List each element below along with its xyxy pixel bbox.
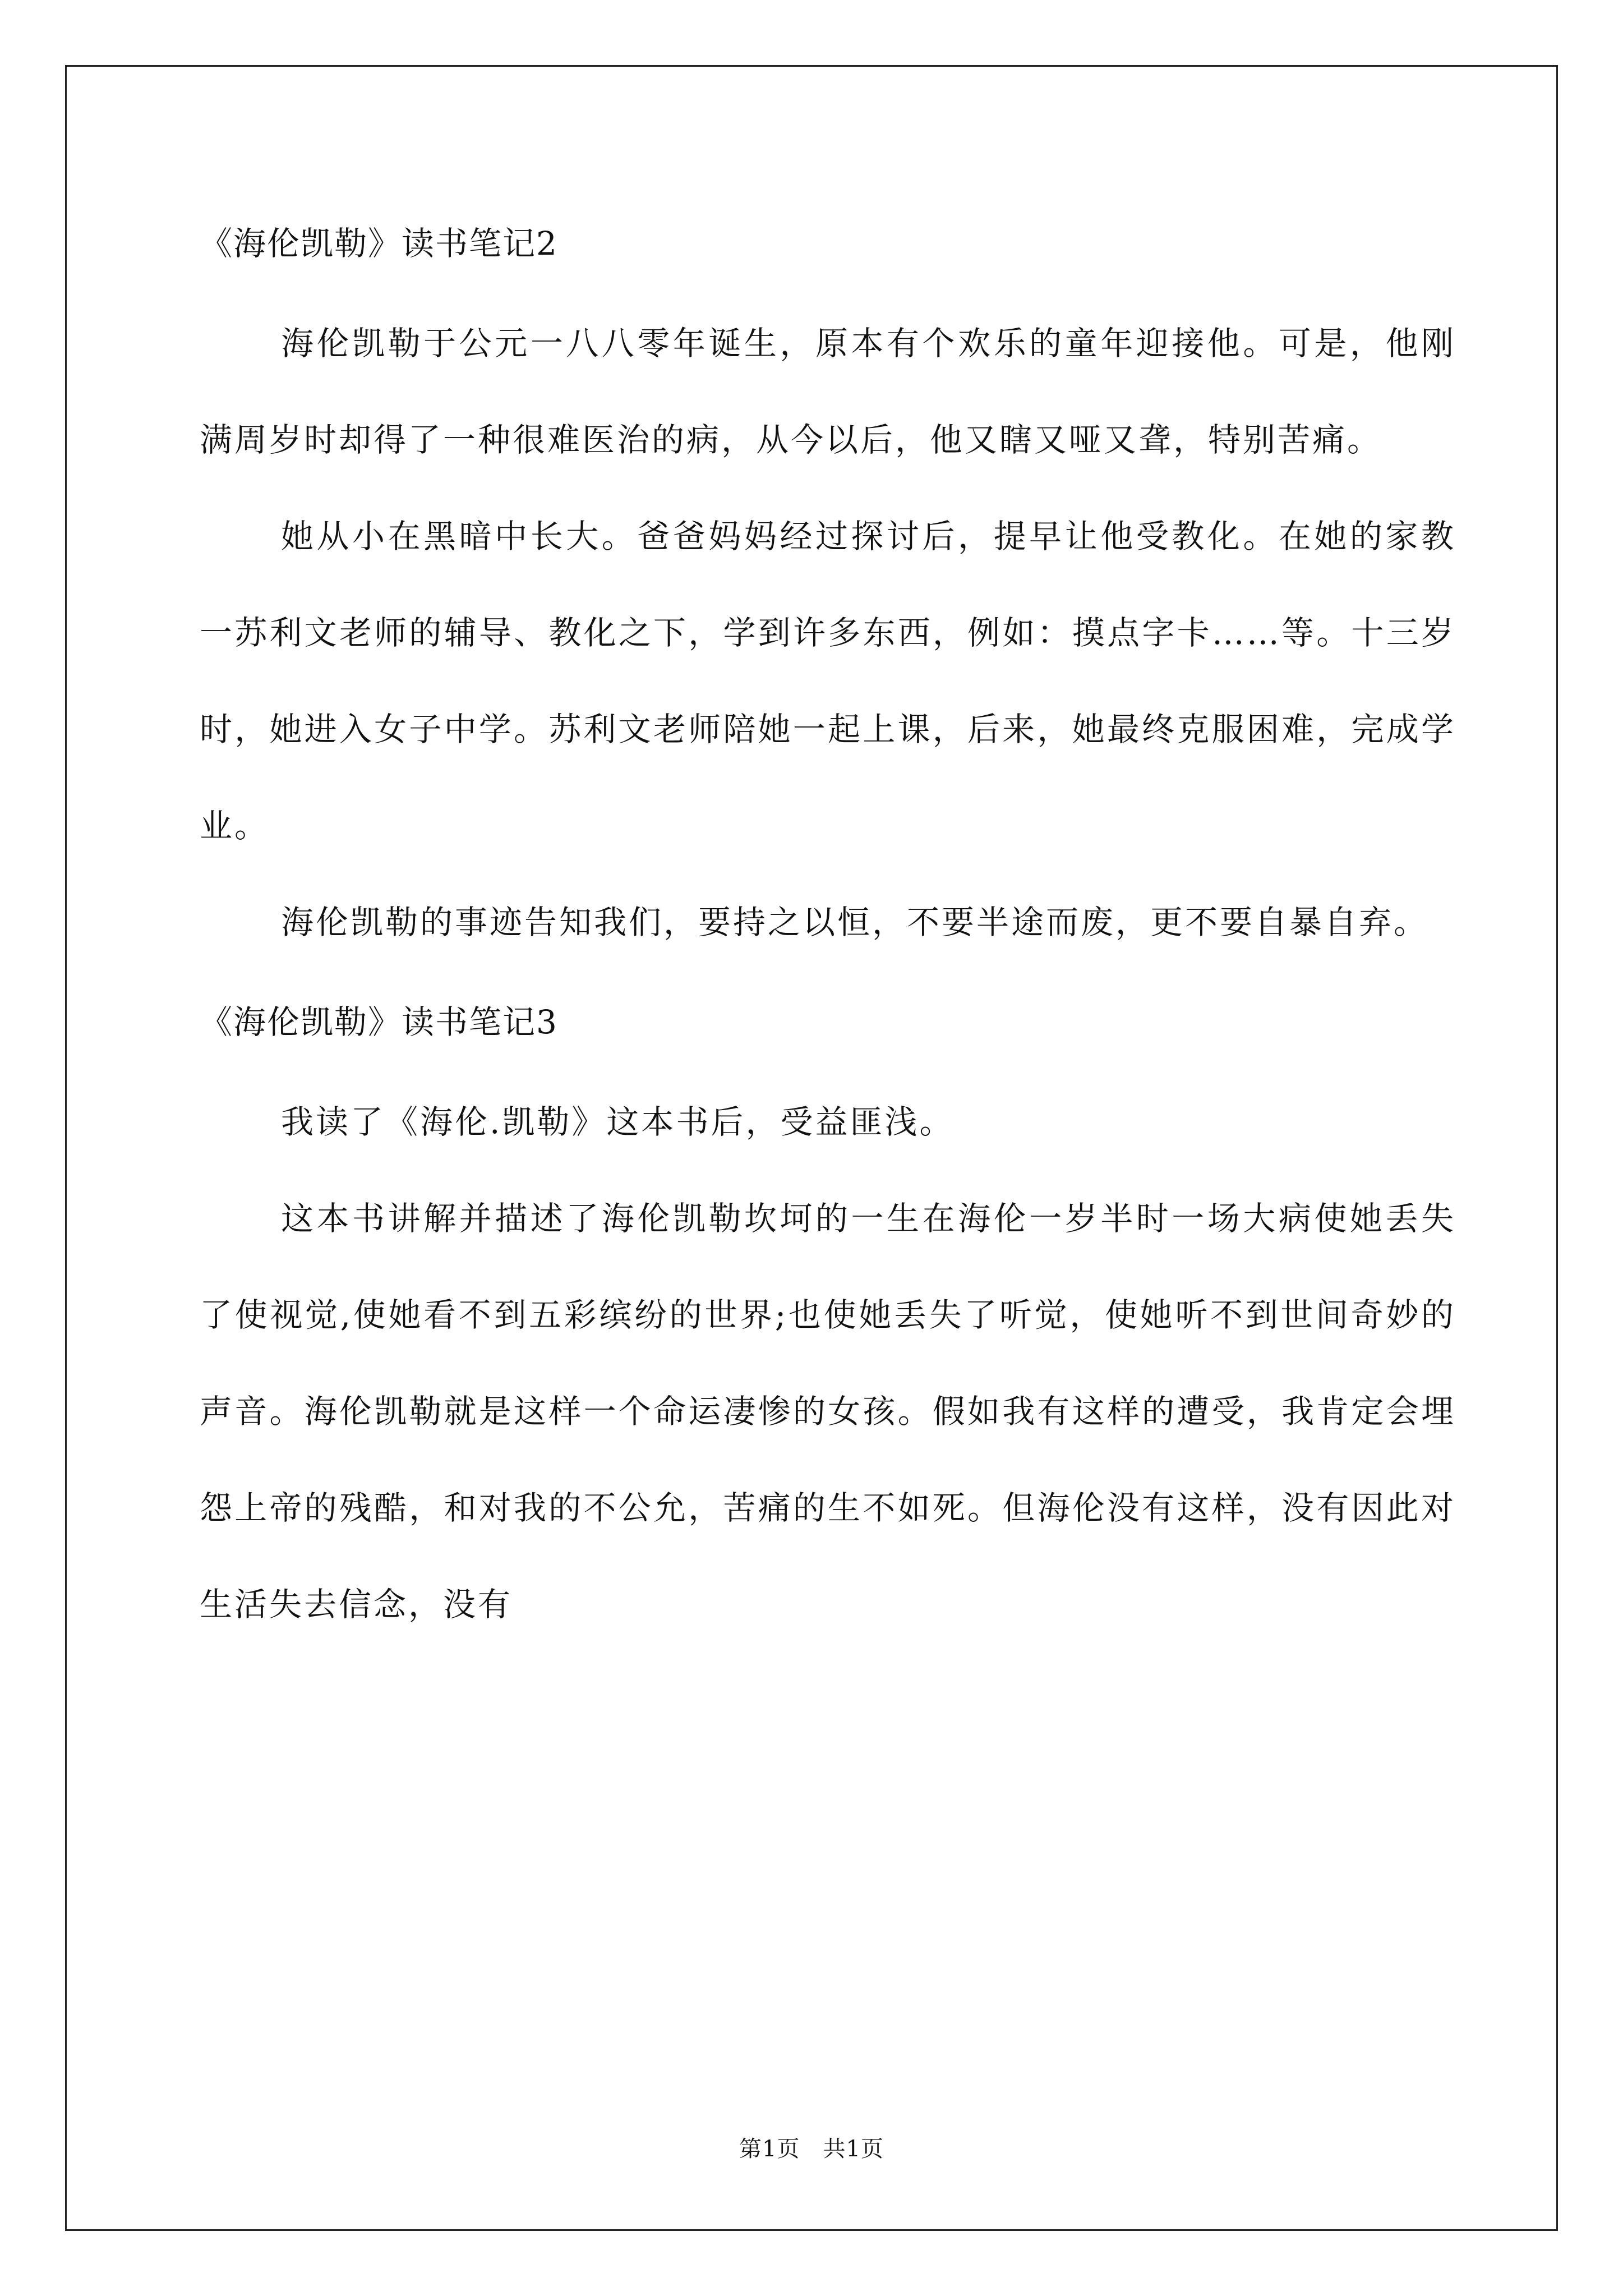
page-number: 第1页 共1页 <box>739 2136 884 2162</box>
paragraph: 我读了《海伦.凯勒》这本书后，受益匪浅。 <box>281 1103 955 1141</box>
paragraph: 海伦凯勒于公元一八八零年诞生，原本有个欢乐的童年迎接他。可是，他刚满周岁时却得了一种很难医治的病，从今以后，他又瞎又哑又聋，特别苦痛。 <box>200 324 1456 459</box>
paragraph: 她从小在黑暗中长大。爸爸妈妈经过探讨后，提早让他受教化。在她的家教一苏利文老师的辅导、教化之下，学到许多东西，例如：摸点字卡……等。十三岁时，她进入女子中学。苏利文老师陪她一起上课，后来，她最终克服困难，完成学业。 <box>200 517 1456 845</box>
section-title: 《海伦凯勒》读书笔记3 <box>200 1003 558 1041</box>
document-body <box>200 217 1456 1653</box>
paragraph: 这本书讲解并描述了海伦凯勒坎坷的一生在海伦一岁半时一场大病使她丢失了使视觉,使她看不到五彩缤纷的世界;也使她丢失了听觉，使她听不到世间奇妙的声音。海伦凯勒就是这样一个命运凄惨的女孩。假如我有这样的遭受，我肯定会埋怨上帝的残酷，和对我的不公允，苦痛的生不如死。但海伦没有这样，没有因此对生活失去信念，没有 <box>200 1199 1456 1623</box>
paragraph: 海伦凯勒的事迹告知我们，要持之以恒，不要半途而废，更不要自暴自弃。 <box>281 903 1429 941</box>
section-title: 《海伦凯勒》读书笔记2 <box>200 224 558 263</box>
